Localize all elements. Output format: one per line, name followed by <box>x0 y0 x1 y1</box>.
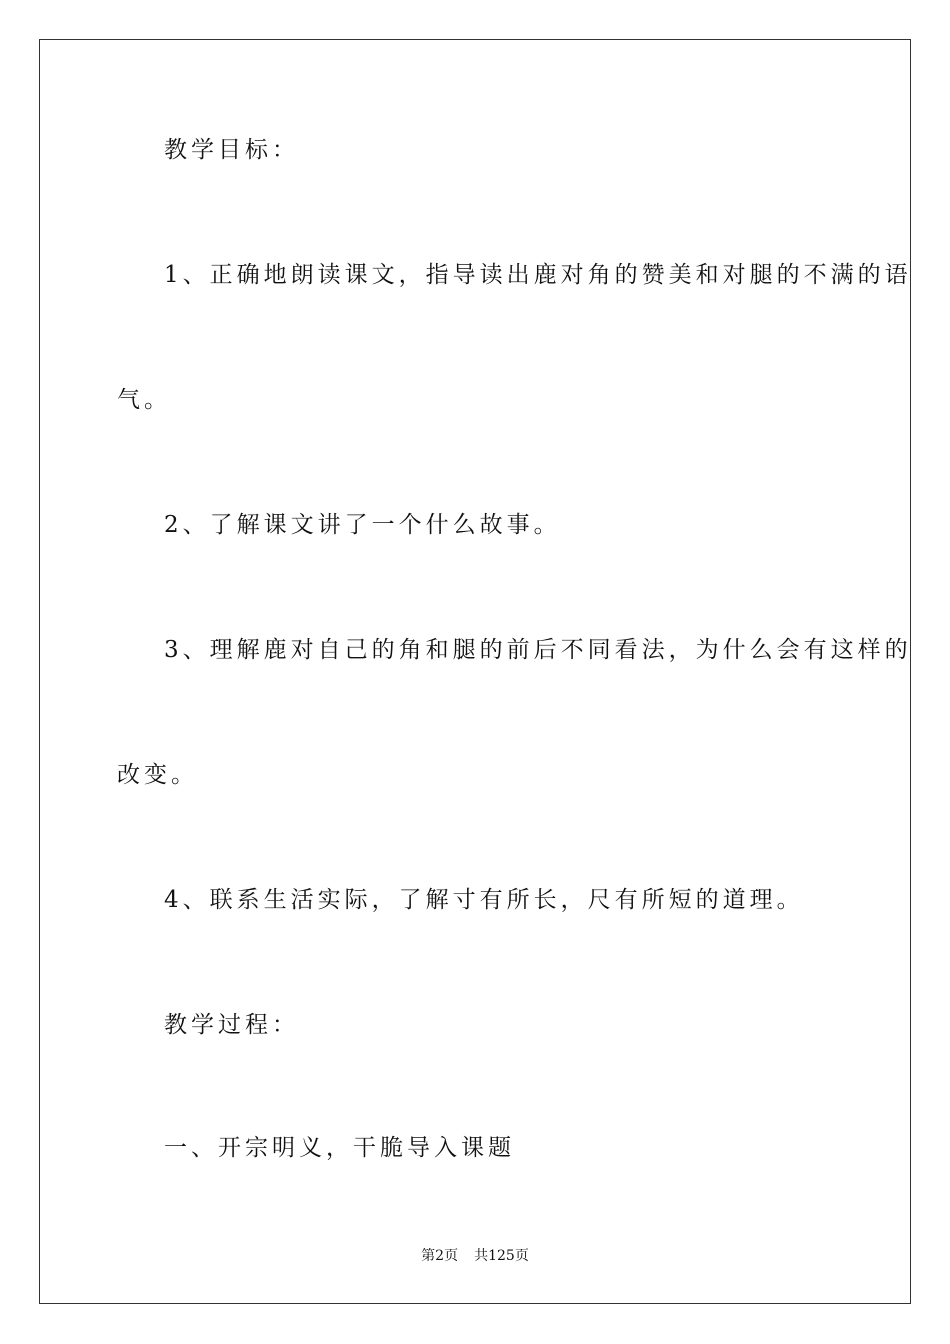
goal-3-line-1: 3、理解鹿对自己的角和腿的前后不同看法，为什么会有这样的 <box>164 637 912 663</box>
goal-4: 4、联系生活实际，了解寸有所长，尺有所短的道理。 <box>164 887 804 913</box>
page-total: 共125页 <box>474 1248 529 1264</box>
heading-teaching-process: 教学过程： <box>164 1012 299 1038</box>
goal-1-line-1: 1、正确地朗读课文，指导读出鹿对角的赞美和对腿的不满的语 <box>164 262 912 288</box>
page-border <box>39 39 911 1304</box>
heading-teaching-goals: 教学目标： <box>164 137 299 163</box>
goal-3-line-2: 改变。 <box>117 762 198 788</box>
goal-2: 2、了解课文讲了一个什么故事。 <box>164 512 561 538</box>
page-number: 第2页 <box>421 1248 459 1264</box>
page-footer <box>0 1247 950 1265</box>
process-step-1: 一、开宗明义，干脆导入课题 <box>164 1135 515 1161</box>
goal-1-line-2: 气。 <box>117 387 171 413</box>
